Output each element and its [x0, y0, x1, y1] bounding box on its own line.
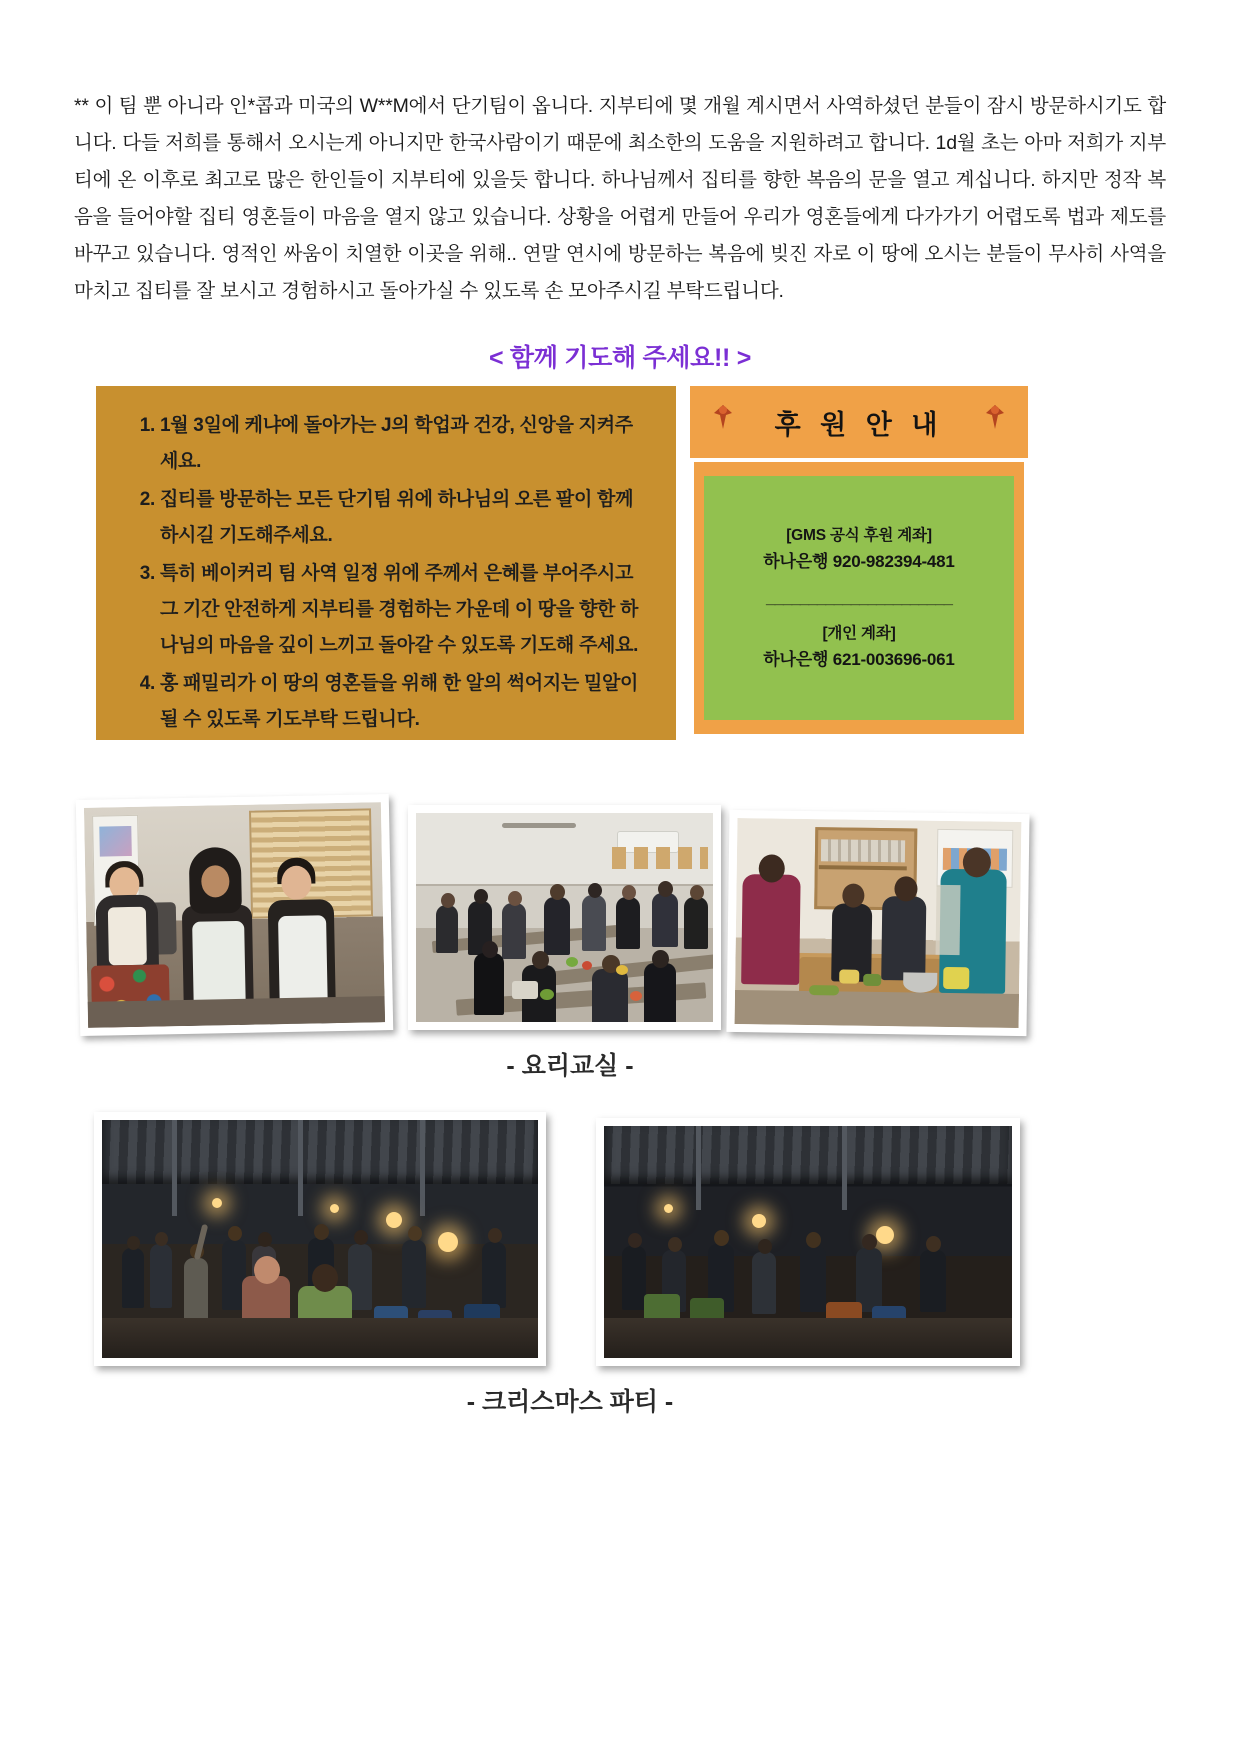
shelf-items: [821, 839, 905, 862]
cabinet: [814, 827, 917, 910]
chair: [374, 1306, 408, 1334]
caption-christmas-party: - 크리스마스 파티 -: [466, 1388, 674, 1416]
support-info-box: [690, 386, 1028, 740]
photo-christmas-party-crowd: [94, 1112, 546, 1366]
roof: [102, 1120, 538, 1184]
chair: [418, 1310, 452, 1336]
person: [939, 869, 1007, 994]
person-head: [894, 876, 917, 901]
wall-poster: [937, 829, 1014, 888]
prayer-request-list: [114, 408, 650, 738]
chair: [644, 1294, 680, 1324]
support-info-body: [694, 462, 1024, 734]
person-head: [963, 847, 991, 877]
prayer-item: 3. 특히 베이커리 팀 사역 일정 위에 주께서 은혜를 부어주시고 그 기간 안전하게 지부티를 경험하는 가운데 이 땅을 향한 하나님의 마음을 깊이 느끼고 돌아갈 수 있도록 기도해 주세요.: [160, 556, 650, 664]
photo-cooking-class-three-women: [76, 794, 393, 1036]
photo-cooking-class-tables: [408, 805, 721, 1030]
chair: [690, 1298, 724, 1326]
photo-image: [84, 802, 385, 1028]
string-light: [386, 1212, 402, 1228]
person-head: [842, 884, 864, 908]
chair: [116, 902, 177, 955]
prayer-request-box: [96, 386, 676, 740]
photo-christmas-party-seated: [596, 1118, 1020, 1366]
chair: [464, 1304, 500, 1334]
support-info-title: 후 원 안 내: [774, 409, 944, 440]
prayer-item: 1. 1월 3일에 케냐에 돌아가는 J의 학업과 건강, 신앙을 지켜주세요.: [160, 408, 650, 480]
ceiling-fan: [502, 823, 576, 828]
string-light: [330, 1204, 339, 1213]
roof: [604, 1126, 1012, 1184]
chair: [826, 1302, 862, 1330]
string-light: [664, 1204, 673, 1213]
caption-cooking-class: - 요리교실 -: [506, 1052, 634, 1080]
work-table: [799, 957, 986, 1018]
personal-account-number: 하나은행 621-003696-061: [763, 650, 955, 669]
photo-cooking-class-preparation: [726, 810, 1029, 1036]
pushpin-icon: [982, 402, 1008, 432]
account-divider: ______________________: [765, 588, 952, 607]
wall-frames: [612, 847, 708, 869]
prayer-item: 4. 홍 패밀리가 이 땅의 영혼들을 위해 한 알의 썩어지는 밀알이 될 수 있도록 기도부탁 드립니다.: [160, 666, 650, 738]
photo-image: [604, 1126, 1012, 1358]
prayer-heading: < 함께 기도해 주세요!! >: [488, 344, 752, 372]
photo-image: [102, 1120, 538, 1358]
string-light: [876, 1226, 894, 1244]
personal-account-label: [개인 계좌]: [822, 625, 896, 642]
intro-paragraph: ** 이 팀 뿐 아니라 인*콥과 미국의 W**M에서 단기팀이 옵니다. 지부티에 몇 개월 계시면서 사역하셨던 분들이 잠시 방문하시기도 합니다. 다들 저희를 통해서 오시는게 아니지만 한국사람이기 때문에 최소한의 도움을 지원하려고 합니다. 1d월 초는 아마 저희가 지부티에 온 이후로 최고로 많은 한인들이 지부티에 있을듯 합니다. 하나님께서 집티를 향한 복음의 문을 열고 계십니다. 하지만 정작 복음을 들어야할 집티 영혼들이 마음을 열지 않고 있습니다. 상황을 어렵게 만들어 우리가 영혼들에게 다가가기 어렵도록 법과 제도를 바꾸고 있습니다. 영적인 싸움이 치열한 이곳을 위해.. 연말 연시에 방문하는 복음에 빚진 자로 이 땅에 오시는 분들이 무사히 사역을 마치고 집티를 잘 보시고 경험하시고 돌아가실 수 있도록 손 모아주시길 부탁드립니다.: [74, 95, 1166, 302]
prayer-item: 2. 집티를 방문하는 모든 단기팀 위에 하나님의 오른 팔이 함께 하시길 기도해주세요.: [160, 482, 650, 554]
wall-poster: [92, 815, 140, 926]
window-blinds: [249, 808, 373, 918]
person-head: [759, 854, 785, 882]
string-light: [752, 1214, 766, 1228]
string-light: [212, 1198, 222, 1208]
photo-image: [735, 818, 1022, 1028]
chair: [872, 1306, 906, 1332]
person: [298, 1286, 352, 1358]
photo-image: [416, 813, 713, 1022]
support-accounts-panel: [704, 476, 1014, 720]
person: [831, 903, 872, 982]
official-account-number: 하나은행 920-982394-481: [763, 552, 955, 571]
official-account-label: [GMS 공식 후원 계좌]: [786, 527, 932, 544]
person: [242, 1276, 290, 1358]
air-conditioner: [617, 831, 679, 853]
support-info-header: [690, 386, 1028, 458]
string-light: [438, 1232, 458, 1252]
pushpin-icon: [710, 402, 736, 432]
person: [741, 874, 801, 985]
mixing-bowl: [903, 972, 937, 992]
person: [881, 896, 926, 981]
